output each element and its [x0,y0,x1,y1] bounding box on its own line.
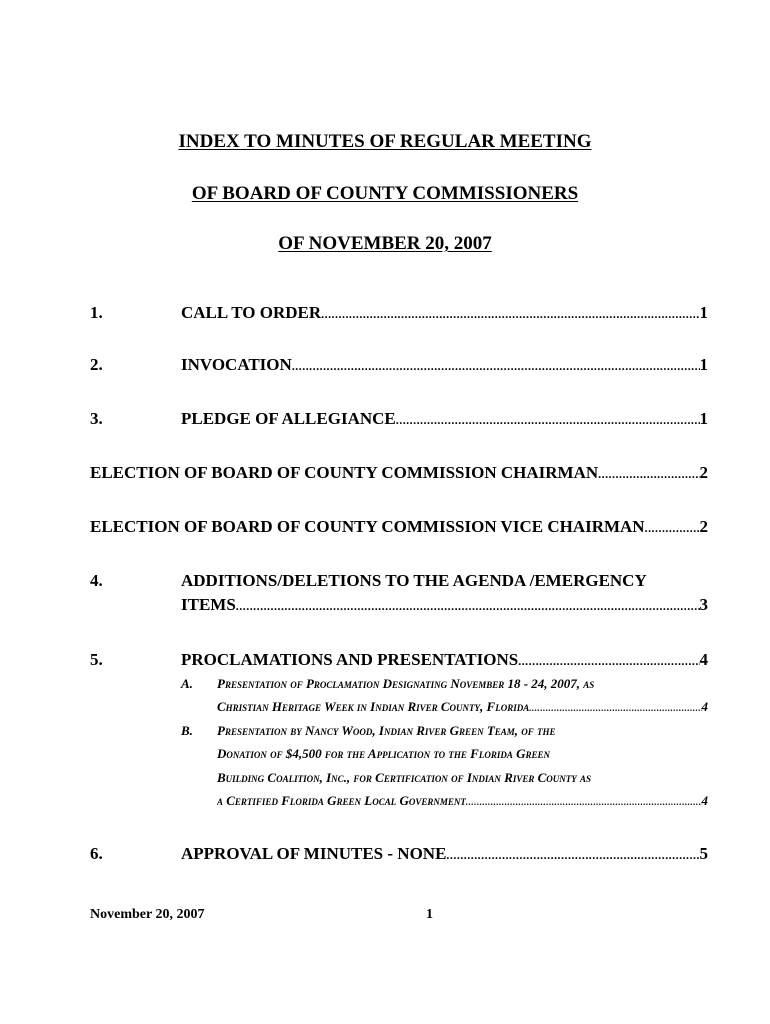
item-leader [181,409,708,430]
item-page: 4 [699,650,708,669]
dot-leader [645,518,700,538]
item-page: 1 [699,355,708,374]
subitem-letter: A. [181,676,193,691]
index-title-line2: OF BOARD OF COUNTY COMMISSIONERS [191,183,579,204]
item-leader [181,355,708,376]
subitem-text-line1: Presentation by Nancy Wood, Indian River Green Team, of the [217,723,556,738]
item-page: 5 [699,844,708,863]
dot-leader [598,464,699,484]
item-page: 2 [699,463,708,482]
item-number: 3. [90,409,103,428]
item-number: 4. [90,571,103,590]
dot-leader [529,700,701,716]
item-leader [181,595,708,616]
dot-leader [446,845,699,865]
index-title-line3: OF NOVEMBER 20, 2007 [278,233,492,254]
item-page: 1 [699,409,708,428]
footer-page-number: 1 [426,907,433,922]
subitem-text-line3: Building Coalition, Inc., for Certification of Indian River County as [217,770,592,785]
subitem-page: 4 [701,699,708,714]
dot-leader [518,651,699,671]
item-leader [181,650,708,671]
item-title-line1: ADDITIONS/DELETIONS TO THE AGENDA /EMERGENCY [181,571,647,590]
item-title-line2: ITEMS [181,595,236,614]
item-title: PLEDGE OF ALLEGIANCE [181,409,396,428]
item-number: 6. [90,844,103,863]
item-page: 3 [699,595,708,614]
item-page: 1 [699,303,708,322]
dot-leader [466,794,702,810]
item-title: PROCLAMATIONS AND PRESENTATIONS [181,650,519,669]
subitem-text-line2: Christian Heritage Week in Indian River County, Florida [217,699,530,714]
subitem-text-line1: Presentation of Proclamation Designating November 18 - 24, 2007, as [217,676,595,691]
item-leader [181,844,708,865]
subitem-leader [217,699,708,716]
dot-leader [236,596,700,616]
dot-leader [321,304,699,324]
item-leader [90,517,708,538]
item-title: ELECTION OF BOARD OF COUNTY COMMISSION CHAIRMAN [90,463,599,482]
dot-leader [396,410,700,430]
item-title: CALL TO ORDER [181,303,322,322]
item-number: 1. [90,303,103,322]
subitem-letter: B. [181,723,193,738]
item-leader [90,463,708,484]
item-leader [181,303,708,324]
item-page: 2 [699,517,708,536]
index-title-line1: INDEX TO MINUTES OF REGULAR MEETING [178,131,592,152]
subitem-text-line2: Donation of $4,500 for the Application to the Florida Green [217,746,551,761]
item-number: 2. [90,355,103,374]
subitem-page: 4 [701,793,708,808]
item-title: INVOCATION [181,355,292,374]
subitem-leader [217,793,708,810]
item-number: 5. [90,650,103,669]
dot-leader [292,356,700,376]
item-title: ELECTION OF BOARD OF COUNTY COMMISSION VICE CHAIRMAN [90,517,645,536]
item-title: APPROVAL OF MINUTES - NONE [181,844,447,863]
subitem-text-line4: a Certified Florida Green Local Government [217,793,466,808]
footer-date: November 20, 2007 [90,907,205,922]
